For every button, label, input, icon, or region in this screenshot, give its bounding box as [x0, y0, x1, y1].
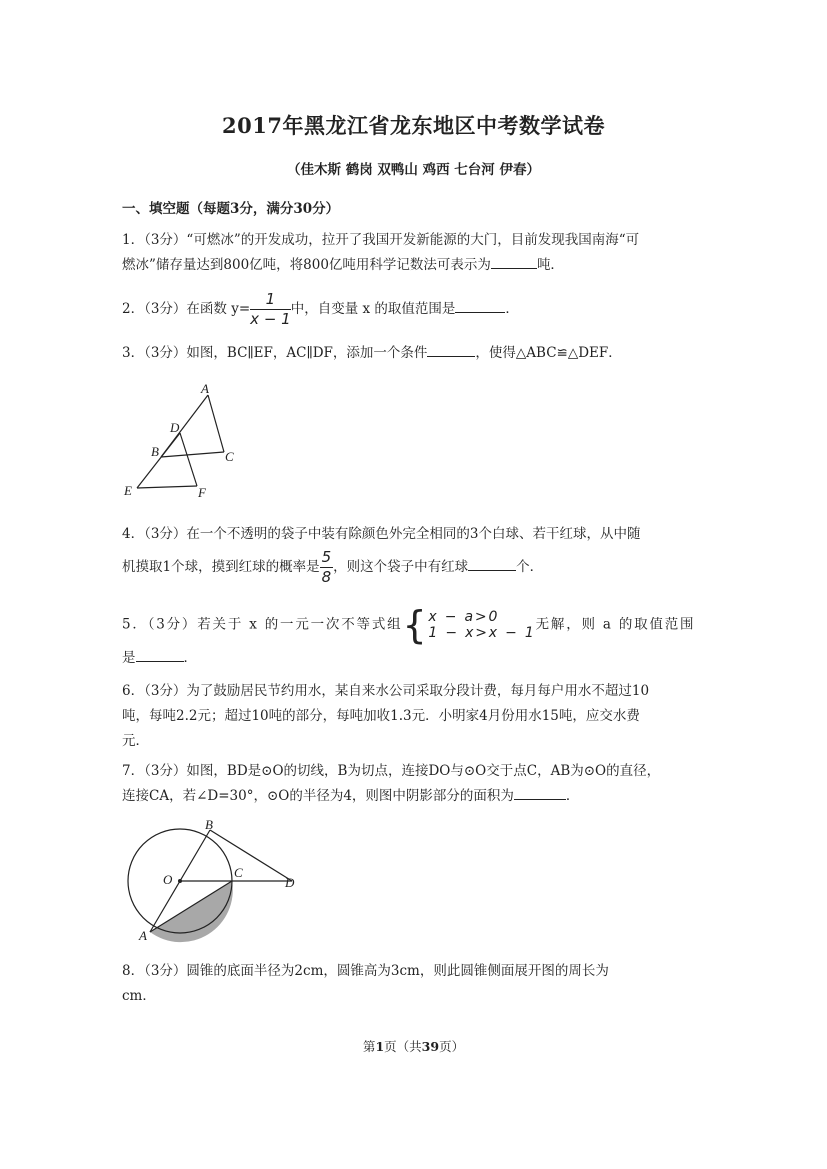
q2-text: 中，自变量 x 的取值范围是: [290, 301, 456, 317]
segment-EF: [137, 486, 197, 488]
segment-DF: [180, 433, 197, 486]
q4-end: 个．: [516, 559, 544, 575]
page-title: 2017年黑龙江省龙东地区中考数学试卷: [222, 113, 605, 138]
q5-line2: [122, 646, 705, 671]
tangent-BD: [210, 830, 292, 881]
footer-post: 页）: [439, 1039, 465, 1054]
q1-line2-text: 燃冰”储存量达到800亿吨，将800亿吨用科学记数法可表示为: [122, 257, 491, 273]
q5-inequality-1: x − a>0: [428, 609, 500, 625]
question-1: [122, 228, 705, 278]
page-total: 39: [421, 1039, 440, 1054]
q5-line2-text: 是: [122, 650, 136, 666]
q5-inequality-2: 1 − x>x − 1: [428, 625, 536, 641]
question-7: [122, 759, 705, 809]
label-D: D: [170, 420, 180, 435]
question-3: [122, 341, 705, 366]
q5-inequality-system: [402, 603, 536, 647]
label-D: D: [285, 875, 295, 890]
question-8: [122, 959, 705, 1009]
label-E: E: [124, 483, 132, 498]
q2-prefix: 2．（3分）在函数 y=: [122, 301, 251, 317]
label-B: B: [151, 444, 159, 459]
q7-circle-figure: [115, 815, 315, 945]
q3-triangle-figure: [115, 380, 245, 505]
q5-suffix: 无解，则 a 的取值范围: [535, 616, 696, 633]
left-brace: {: [402, 603, 429, 647]
page-number: 1: [375, 1039, 385, 1054]
q2-numerator: 1: [250, 292, 291, 310]
question-6: [122, 679, 705, 754]
q7-text: 连接CA，若∠D=30°，⊙O的半径为4，则图中阴影部分的面积为: [122, 788, 514, 804]
label-O: O: [163, 872, 173, 887]
q6-line3: 元．: [122, 733, 149, 749]
q4-numerator: 5: [321, 548, 332, 566]
page-footer: [0, 1037, 827, 1055]
answer-blank: [136, 647, 184, 662]
q6-line2: 吨，每吨2.2元；超过10吨的部分，每吨加收1.3元．小明家4月份用水15吨，应交水费: [122, 708, 640, 724]
label-B: B: [205, 817, 213, 832]
label-A: A: [139, 928, 147, 943]
q1-line1: 1．（3分）“可燃冰”的开发成功，拉开了我国开发新能源的大门，目前发现我国南海“可: [122, 232, 640, 248]
answer-blank: [455, 298, 505, 313]
q2-end: ．: [505, 301, 519, 317]
q5-end: ．: [183, 650, 197, 666]
q5-prefix: 5．（3分）若关于 x 的一元一次不等式组: [122, 616, 403, 633]
answer-blank: [514, 785, 566, 800]
label-C: C: [234, 865, 243, 880]
page-subtitle: （佳木斯 鹤岗 双鸭山 鸡西 七台河 伊春）: [287, 162, 540, 178]
center-point-O: [178, 879, 182, 883]
footer-mid: 页（共: [384, 1039, 422, 1054]
q6-line1: 6．（3分）为了鼓励居民节约用水，某自来水公司采取分段计费，每月每户用水不超过10: [122, 683, 650, 699]
q1-line2-end: 吨．: [536, 257, 564, 273]
q5-line1: [122, 603, 705, 647]
q4-fraction: [320, 550, 334, 585]
q3-suffix: ，使得△ABC≌△DEF．: [475, 345, 622, 361]
q7-line1: 7．（3分）如图，BD是⊙O的切线，B为切点，连接DO与⊙O交于点C，AB为⊙O的直径，: [122, 763, 661, 779]
answer-blank: [468, 556, 516, 571]
segment-BC: [161, 452, 224, 457]
q3-prefix: 3．（3分）如图，BC∥EF，AC∥DF，添加一个条件: [122, 345, 428, 361]
footer-pre: 第: [362, 1039, 376, 1054]
label-F: F: [198, 485, 206, 500]
q4-text: 机摸取1个球，摸到红球的概率是: [122, 559, 320, 575]
segment-AC: [208, 395, 224, 452]
q4-line2: [122, 547, 705, 587]
question-5: [122, 603, 705, 671]
q2-fraction: [250, 292, 291, 327]
q5-inequalities: [428, 609, 535, 641]
q2-denominator: x − 1: [250, 310, 291, 328]
segment-DE: [137, 433, 180, 488]
q4-line1: 4．（3分）在一个不透明的袋子中装有除颜色外完全相同的3个白球、若干红球，从中随: [122, 526, 641, 542]
label-C: C: [225, 449, 234, 464]
section-heading: 一、填空题（每题3分，满分30分）: [122, 201, 340, 217]
q4-denominator: 8: [321, 568, 332, 586]
question-2: [122, 288, 705, 330]
answer-blank: [491, 254, 537, 269]
q4-text2: ，则这个袋子中有红球: [333, 559, 469, 575]
question-4: [122, 522, 705, 587]
q7-end: ．: [565, 788, 580, 804]
answer-blank: [427, 342, 475, 357]
q1-line2: [122, 253, 705, 278]
q8-line1: 8．（3分）圆锥的底面半径为2cm，圆锥高为3cm，则此圆锥侧面展开图的周长为: [122, 963, 609, 979]
q8-line2: cm．: [122, 988, 156, 1004]
label-A: A: [201, 381, 209, 396]
q7-line2: [122, 784, 705, 809]
